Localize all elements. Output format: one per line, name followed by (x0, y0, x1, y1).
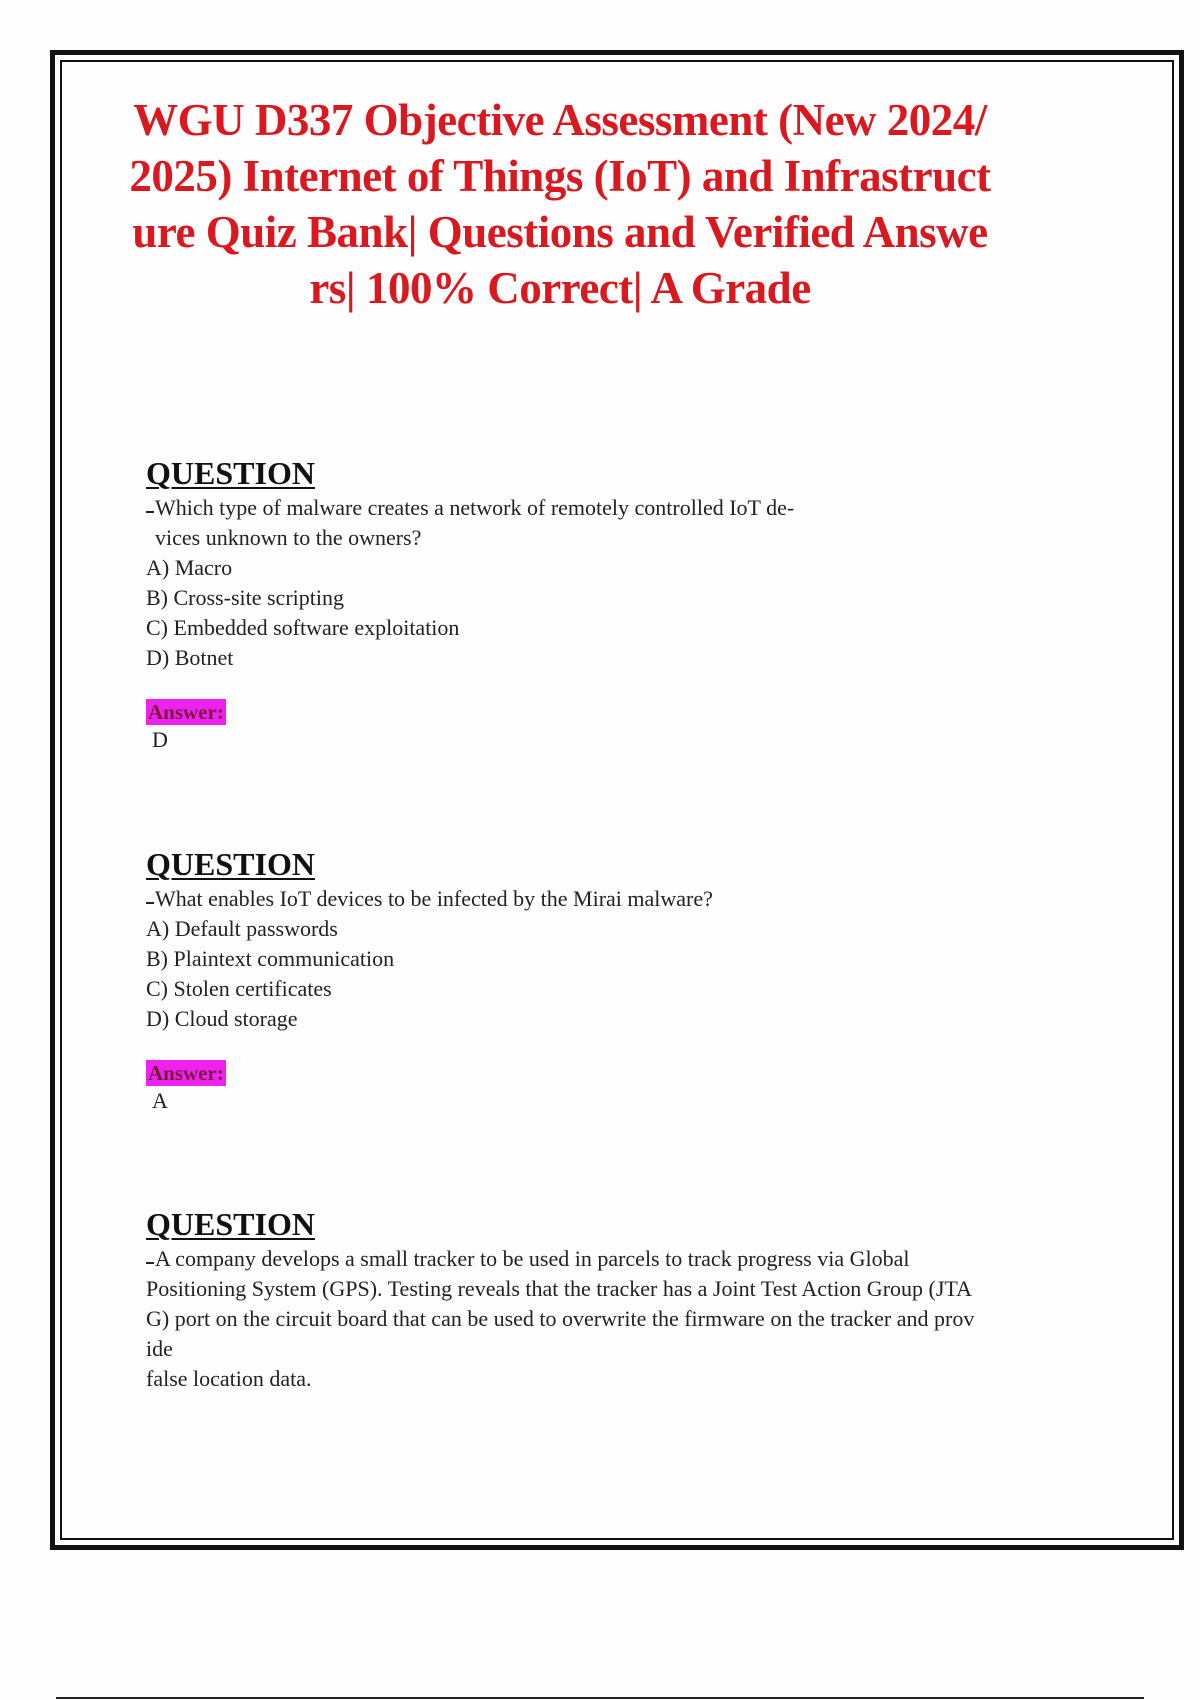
option-d: D) Cloud storage (146, 1006, 298, 1031)
title-line: ure Quiz Bank| Questions and Verified Answe (132, 207, 988, 257)
option-a: A) Macro (146, 555, 233, 580)
question-text-line: ide (146, 1336, 173, 1361)
dash-mark (146, 1244, 154, 1264)
question-block-1 (146, 455, 1106, 755)
answer-options (146, 914, 1106, 1034)
option-c: C) Embedded software exploitation (146, 615, 460, 640)
option-a: A) Default passwords (146, 916, 338, 941)
question-text (146, 493, 1106, 553)
question-heading: QUESTION (146, 1206, 315, 1242)
title-line: WGU D337 Objective Assessment (New 2024/ (133, 95, 987, 145)
question-block-3 (146, 1206, 1106, 1394)
answer-value: D (152, 727, 168, 752)
question-text (146, 1244, 1106, 1394)
footer-rule (56, 1697, 1144, 1699)
question-text (146, 884, 1106, 914)
title-line: rs| 100% Correct| A Grade (309, 263, 811, 313)
question-text-line: G) port on the circuit board that can be used to overwrite the firmware on the tracker and prov (146, 1306, 975, 1331)
answer-label: Answer: (148, 1061, 224, 1085)
answer-value: A (152, 1088, 168, 1113)
question-text-line: vices unknown to the owners? (155, 525, 422, 550)
answer-options (146, 553, 1106, 673)
question-heading: QUESTION (146, 455, 315, 491)
question-text-line: false location data. (146, 1366, 312, 1391)
question-text-line: Which type of malware creates a network of remotely controlled IoT de- (155, 495, 795, 520)
question-heading: QUESTION (146, 846, 315, 882)
option-c: C) Stolen certificates (146, 976, 332, 1001)
question-text-line: What enables IoT devices to be infected by the Mirai malware? (155, 886, 713, 911)
option-b: B) Plaintext communication (146, 946, 395, 971)
question-block-2 (146, 846, 1106, 1116)
dash-mark (146, 884, 154, 904)
title-line: 2025) Internet of Things (IoT) and Infrastruct (129, 151, 991, 201)
option-b: B) Cross-site scripting (146, 585, 344, 610)
question-text-line: Positioning System (GPS). Testing reveals that the tracker has a Joint Test Action Group (JTA (146, 1276, 972, 1301)
question-text-line: A company develops a small tracker to be used in parcels to track progress via Global (155, 1246, 910, 1271)
document-title (90, 92, 1030, 316)
answer-label: Answer: (148, 700, 224, 724)
option-d: D) Botnet (146, 645, 234, 670)
dash-mark (146, 493, 154, 513)
